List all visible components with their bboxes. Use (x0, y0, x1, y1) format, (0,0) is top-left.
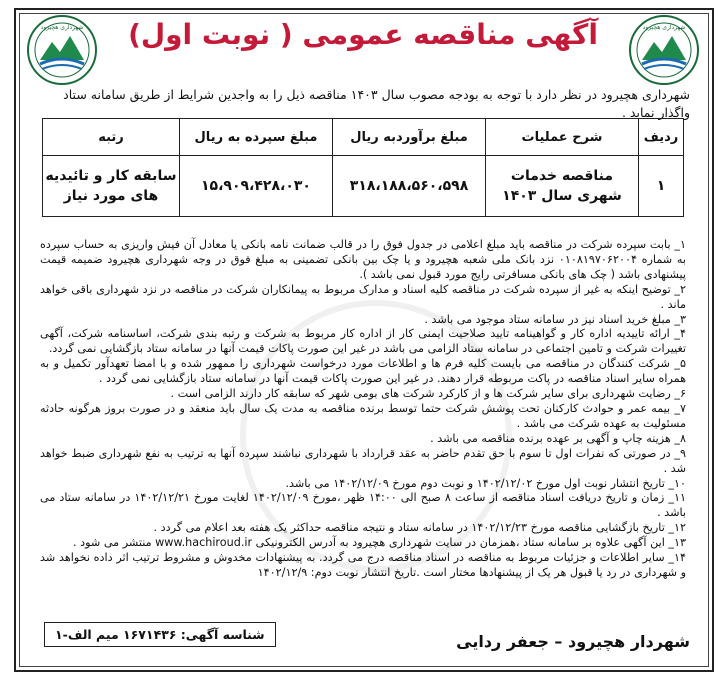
condition-item: ۵_ شرکت کنندگان در مناقصه می بایست کلیه فرم ها و اطلاعات مورد درخواست شهرداری را ممهور شده و با امضا تعهدآور تکمیل و به همراه سایر اسناد مناقصه در پاکت مربوطه قرار دهند. در غیر این صورت پاکات قیمت آنها در سامانه ستاد بازگشایی نمی گردد . (40, 357, 686, 386)
header-radif: ردیف (639, 119, 684, 156)
municipality-logo-left-icon (26, 14, 98, 86)
condition-item: ۴_ ارائه تاییدیه اداره کار و گواهینامه تایید صلاحیت ایمنی کار از اداره کار مربوط به شرکت و رتبه بندی شرکت، اساسنامه شرکت، آگهی تغییرات شرکت و تامین اجتماعی در سامانه ستاد الزامی می باشد در غیر این صورت پاکات قیمت آنها در سامانه ستاد بازگشایی نمی گردد. (40, 327, 686, 356)
condition-item: ۸_ هزینه چاپ و آگهی بر عهده برنده مناقصه می باشد . (430, 431, 686, 445)
header-deposit: مبلغ سپرده به ریال (180, 119, 333, 156)
condition-item: ۱۴_ سایر اطلاعات و جزئیات مربوط به مناقصه در اسناد مناقصه درج می گردد. به پیشنهادات مخدوش و مشروط ترتیب اثر داده نخواهد شد و شهرداری در رد یا قبول هر یک از پیشنهادها مختار است .تاریخ انتشار نوبت دوم: ۱۴۰۲/۱۲/۹ (40, 551, 686, 579)
cell-estimate: ۳۱۸،۱۸۸،۵۶۰،۵۹۸ (333, 156, 486, 217)
header-estimate: مبلغ برآوردبه ریال (333, 119, 486, 156)
condition-item: ۲_ توضیح اینکه به غیر از سپرده شرکت در مناقصه کلیه اسناد و مدارک مربوط به پیمانکاران شرکت در مناقصه در نزد شهرداری باقی خواهد ماند . (40, 282, 686, 311)
table-row (43, 156, 684, 217)
header-grade: رتبه (43, 119, 180, 156)
municipality-logo-right-icon (628, 14, 700, 86)
condition-item: ۱_ بابت سپرده شرکت در مناقصه باید مبلغ اعلامی در جدول فوق را در قالب ضمانت نامه بانکی یا معادل آن فیش واریزی به حساب سپرده به شماره ۰۱۰۸۱۹۷۰۶۲۰۰۴ نزد بانک ملی شعبه هچیرود و یا چک بین بانکی تضمینی به مبلغ فوق در وجه شهرداری هچیرود ضمیمه قیمت پیشنهادی باشد ( چک های بانکی مسافرتی رایج مورد قبول نمی باشد ). (40, 238, 686, 281)
condition-item: ۱۱_ زمان و تاریخ دریافت اسناد مناقصه از ساعت ۸ صبح الی ۱۴:۰۰ ظهر ،مورخ ۱۴۰۲/۱۲/۰۹ لغایت مورخ ۱۴۰۲/۱۲/۲۱ در سامانه ستاد می باشد . (40, 491, 686, 520)
condition-item: ۶_ رضایت شهرداری برای سایر شرکت ها و از کارکرد شرکت های بومی شهر که سابقه کار دارند الزامی است . (170, 387, 686, 401)
condition-item: ۱۰_ تاریخ انتشار نوبت اول مورخ ۱۴۰۲/۱۲/۰۲ و نوبت دوم مورخ ۱۴۰۲/۱۲/۰۹ می باشد. (285, 476, 686, 490)
logo-right-text: شهرداری هچیرود (642, 24, 686, 31)
condition-item: ۷_ بیمه عمر و حوادث کارکنان تحت پوشش شرکت حتما توسط برنده مناقصه به مدت یک سال باید منعقد و در صورت بروز هرگونه حادثه مسئولیت به عهده شرکت می باشد . (40, 401, 686, 430)
header-description: شرح عملیات (486, 119, 639, 156)
condition-item: ۳_ مبلغ خرید اسناد نیز در سامانه ستاد موجود می باشد . (424, 312, 686, 326)
condition-item: ۹_ در صورتی که نفرات اول تا سوم با حق تقدم حاضر به عقد قرارداد با شهرداری نباشند سپرده آنها به ترتیب به نفع شهرداری ضبط خواهد شد . (40, 446, 686, 475)
cell-radif: ۱ (639, 156, 684, 217)
notice-intro: شهرداری هچیرود در نظر دارد با توجه به بودجه مصوب سال ۱۴۰۳ مناقصه ذیل را به واجدین شرایط از طریق سامانه ستاد واگذار نماید . (63, 87, 690, 120)
ad-id-box: شناسه آگهی: ۱۶۷۱۴۳۶ میم الف-۱ (44, 622, 276, 647)
condition-item: ۱۲_ تاریخ بازگشایی مناقصه مورخ ۱۴۰۲/۱۲/۲۳ در سامانه ستاد و نتیجه مناقصه حداکثر یک هفته بعد اعلام می گردد . (153, 521, 686, 535)
logo-left-text: شهرداری هچیرود (40, 24, 84, 31)
tender-table (42, 118, 684, 217)
condition-item: ۱۳_ این آگهی علاوه بر سامانه ستاد ،همزمان در سایت شهرداری هچیرود به آدرس الکترونیکی www.hachiroud.ir منتشر می شود . (73, 536, 686, 550)
conditions-list (40, 238, 686, 581)
table-header-row (43, 119, 684, 156)
notice-title: آگهی مناقصه عمومی ( نوبت اول) (128, 18, 598, 51)
cell-grade: سابقه کار و تائیدیه های مورد نیاز (43, 156, 180, 217)
mayor-signature: شهردار هچیرود – جعفر ردایی (456, 632, 690, 651)
cell-deposit: ۱۵،۹۰۹،۴۲۸،۰۳۰ (180, 156, 333, 217)
cell-description: مناقصه خدمات شهری سال ۱۴۰۳ (486, 156, 639, 217)
